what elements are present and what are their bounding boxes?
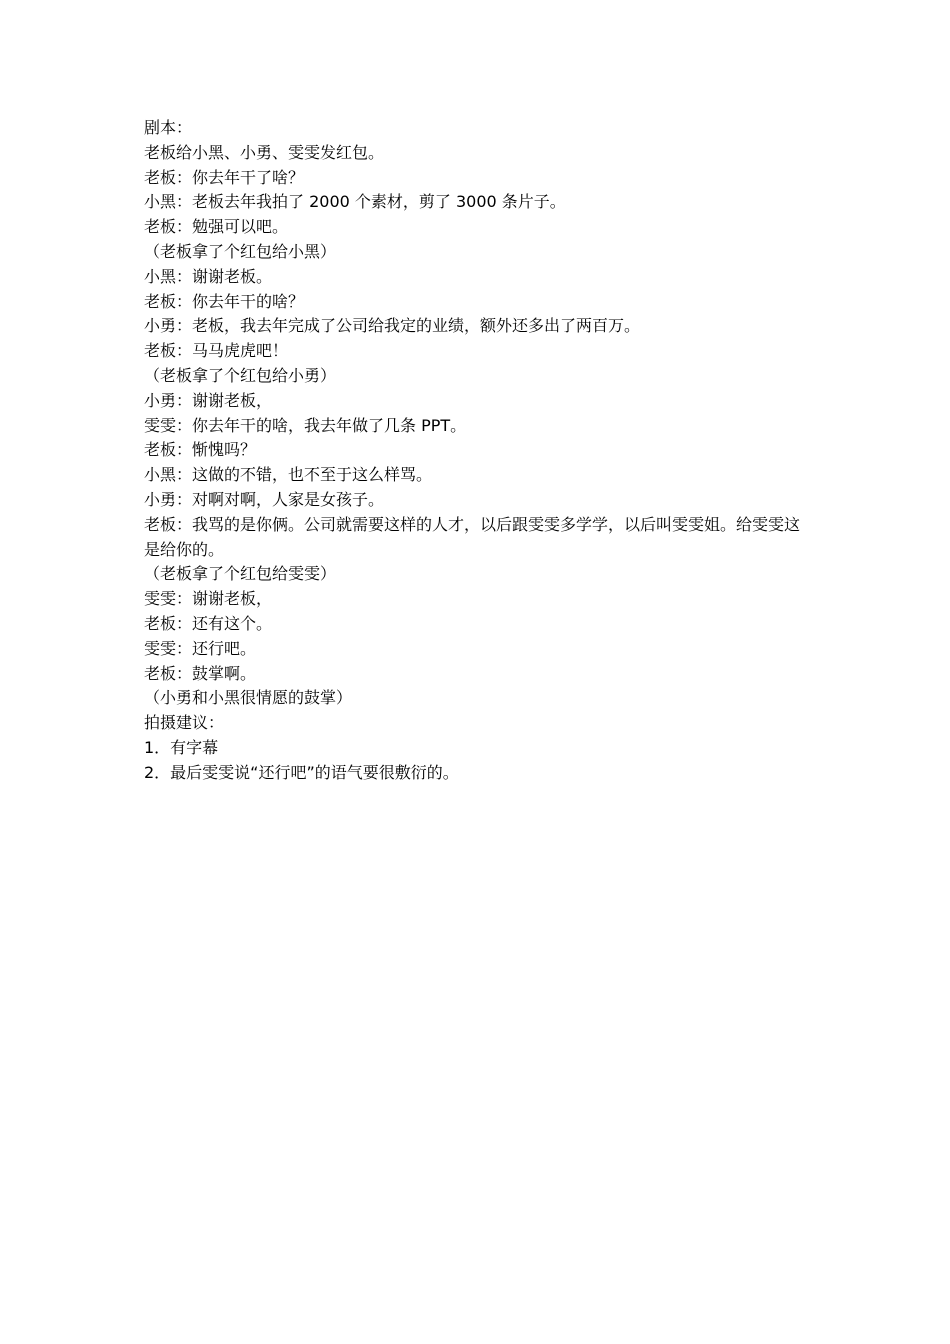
dialogue-line: 老板：惭愧吗？ bbox=[144, 440, 257, 460]
dialogue-line: 小勇：对啊对啊，人家是女孩子。 bbox=[144, 489, 385, 509]
script-body bbox=[144, 116, 812, 786]
stage-direction: （老板拿了个红包给雯雯） bbox=[144, 564, 337, 584]
dialogue-line: 老板：鼓掌啊。 bbox=[144, 663, 257, 683]
dialogue-line: 小黑：这做的不错，也不至于这么样骂。 bbox=[144, 465, 433, 485]
dialogue-line: 小勇：谢谢老板， bbox=[144, 390, 273, 410]
list-item: 2．最后雯雯说“还行吧”的语气要很敷衍的。 bbox=[144, 762, 459, 782]
stage-direction: （老板拿了个红包给小黑） bbox=[144, 241, 337, 261]
list-item: 1．有字幕 bbox=[144, 737, 219, 757]
dialogue-line: 老板：勉强可以吧。 bbox=[144, 217, 289, 237]
dialogue-line: 小黑：老板去年我拍了 2000 个素材，剪了 3000 条片子。 bbox=[144, 192, 566, 212]
dialogue-line: 雯雯：谢谢老板， bbox=[144, 589, 273, 609]
stage-direction: （小勇和小黑很情愿的鼓掌） bbox=[144, 688, 353, 708]
scene-description: 老板给小黑、小勇、雯雯发红包。 bbox=[144, 142, 385, 162]
dialogue-line: 小黑：谢谢老板。 bbox=[144, 266, 273, 286]
dialogue-line: 老板：你去年干的啥？ bbox=[144, 291, 305, 311]
dialogue-line: 雯雯：还行吧。 bbox=[144, 638, 257, 658]
dialogue-line: 老板：你去年干了啥？ bbox=[144, 167, 305, 187]
section-heading-script: 剧本： bbox=[144, 118, 193, 137]
section-heading-shooting-tips: 拍摄建议： bbox=[144, 713, 225, 733]
dialogue-line: 小勇：老板，我去年完成了公司给我定的业绩，额外还多出了两百万。 bbox=[144, 316, 641, 336]
dialogue-line: 老板：还有这个。 bbox=[144, 613, 273, 633]
stage-direction: （老板拿了个红包给小勇） bbox=[144, 365, 337, 385]
dialogue-line: 雯雯：你去年干的啥，我去年做了几条 PPT。 bbox=[144, 415, 467, 435]
dialogue-line: 老板：马马虎虎吧！ bbox=[144, 341, 289, 361]
dialogue-line: 老板：我骂的是你俩。公司就需要这样的人才，以后跟雯雯多学学，以后叫雯雯姐。给雯雯这是给你的。 bbox=[144, 514, 801, 559]
